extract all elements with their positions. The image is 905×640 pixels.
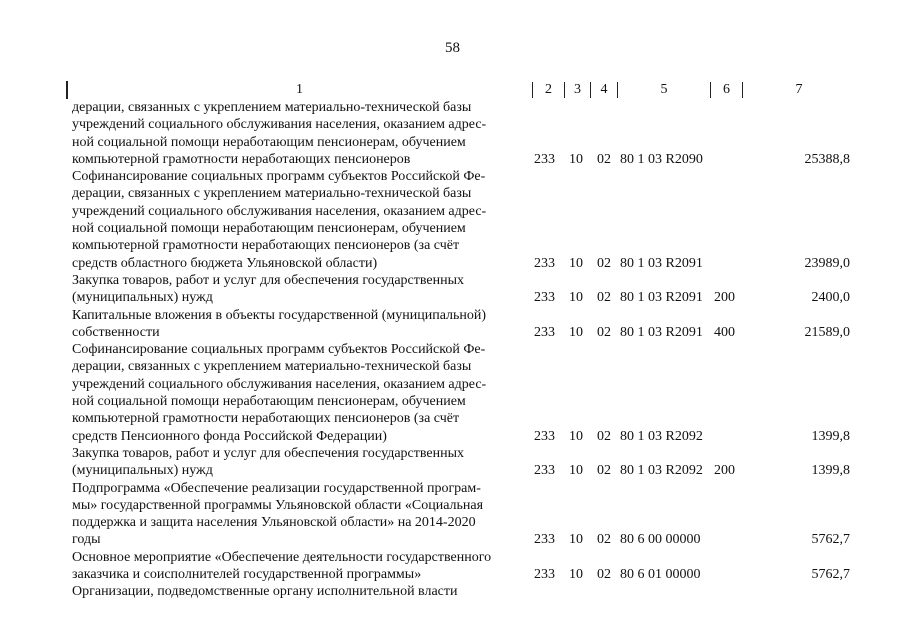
table-body: [66, 99, 856, 601]
row-description: [66, 480, 530, 549]
table-header: [66, 81, 803, 99]
description-line: ной социальной помощи неработающим пенсионерам, обучением: [72, 394, 466, 410]
header-col-2: 2: [532, 82, 564, 98]
col-7-amount: 1399,8: [811, 428, 850, 444]
table-row: [66, 549, 856, 584]
description-line: учреждений социального обслуживания населения, оказанием адрес-: [72, 203, 487, 219]
col-4-code: 02: [597, 463, 611, 479]
col-4-code: 02: [597, 290, 611, 306]
header-col-4: 4: [590, 82, 617, 98]
col-5-code: 80 1 03 R2091: [620, 290, 703, 306]
col-7-amount: 23989,0: [804, 255, 850, 271]
col-4-code: 02: [597, 567, 611, 583]
header-col-3: 3: [564, 82, 590, 98]
col-7-amount: 1399,8: [811, 463, 850, 479]
col-5-code: 80 1 03 R2090: [620, 151, 703, 167]
description-line: собственности: [72, 324, 160, 340]
table-row: [66, 168, 856, 272]
header-col-5: 5: [617, 82, 710, 98]
header-col-7: 7: [742, 82, 855, 98]
col-7-amount: 5762,7: [811, 532, 850, 548]
table-row: [66, 341, 856, 445]
table-row: [66, 272, 856, 307]
table-row: [66, 583, 856, 600]
col-3-code: 10: [569, 324, 583, 340]
description-line: Закупка товаров, работ и услуг для обеспечения государственных: [72, 272, 465, 288]
col-5-code: 80 1 03 R2091: [620, 255, 703, 271]
description-line: ной социальной помощи неработающим пенсионерам, обучением: [72, 134, 466, 150]
description-line: дерации, связанных с укреплением материально-технической базы: [72, 100, 472, 115]
description-line: компьютерной грамотности неработающих пенсионеров (за счёт: [72, 411, 460, 427]
col-3-code: 10: [569, 532, 583, 548]
col-4-code: 02: [597, 428, 611, 444]
description-line: Закупка товаров, работ и услуг для обеспечения государственных: [72, 445, 465, 461]
col-2-code: 233: [534, 567, 555, 583]
description-line: мы» государственной программы Ульяновской области «Социальная: [72, 497, 484, 513]
col-3-code: 10: [569, 463, 583, 479]
col-2-code: 233: [534, 532, 555, 548]
description-line: (муниципальных) нужд: [72, 290, 213, 306]
col-3-code: 10: [569, 290, 583, 306]
col-2-code: 233: [534, 255, 555, 271]
row-description: [66, 583, 530, 600]
table-row: [66, 445, 856, 480]
col-4-code: 02: [597, 324, 611, 340]
description-line: (муниципальных) нужд: [72, 463, 213, 479]
table-row: [66, 480, 856, 549]
col-6-code: 200: [714, 290, 735, 306]
col-2-code: 233: [534, 324, 555, 340]
header-col-6: 6: [710, 82, 742, 98]
col-2-code: 233: [534, 463, 555, 479]
col-6-code: 200: [714, 463, 735, 479]
col-3-code: 10: [569, 567, 583, 583]
col-3-code: 10: [569, 151, 583, 167]
col-5-code: 80 6 01 00000: [620, 567, 701, 583]
row-description: [66, 272, 530, 307]
col-7-amount: 25388,8: [804, 151, 850, 167]
col-7-amount: 5762,7: [811, 567, 850, 583]
description-line: учреждений социального обслуживания населения, оказанием адрес-: [72, 117, 487, 133]
description-line: поддержка и защита населения Ульяновской области» на 2014-2020: [72, 515, 476, 531]
col-4-code: 02: [597, 151, 611, 167]
description-line: ной социальной помощи неработающим пенсионерам, обучением: [72, 221, 466, 237]
col-5-code: 80 1 03 R2092: [620, 428, 703, 444]
col-6-code: 400: [714, 324, 735, 340]
col-4-code: 02: [597, 532, 611, 548]
description-line: средств областного бюджета Ульяновской области): [72, 255, 378, 271]
description-line: дерации, связанных с укреплением материально-технической базы: [72, 359, 472, 375]
col-5-code: 80 1 03 R2091: [620, 324, 703, 340]
table-row: [66, 307, 856, 342]
description-line: средств Пенсионного фонда Российской Федерации): [72, 428, 387, 444]
col-2-code: 233: [534, 151, 555, 167]
page-number: 58: [445, 40, 460, 56]
col-7-amount: 21589,0: [804, 324, 850, 340]
table-row: [66, 99, 856, 168]
col-4-code: 02: [597, 255, 611, 271]
description-line: Основное мероприятие «Обеспечение деятельности государственного: [72, 549, 492, 565]
description-line: годы: [72, 532, 101, 548]
row-description: [66, 341, 530, 445]
col-2-code: 233: [534, 428, 555, 444]
description-line: Капитальные вложения в объекты государственной (муниципальной): [72, 307, 487, 323]
col-3-code: 10: [569, 428, 583, 444]
row-description: [66, 99, 530, 168]
description-line: компьютерной грамотности неработающих пенсионеров: [72, 151, 411, 167]
description-line: Подпрограмма «Обеспечение реализации государственной програм-: [72, 480, 481, 496]
description-line: Софинансирование социальных программ субъектов Российской Фе-: [72, 169, 486, 185]
description-line: Организации, подведомственные органу исполнительной власти: [72, 584, 458, 600]
description-line: Софинансирование социальных программ субъектов Российской Фе-: [72, 342, 486, 358]
row-description: [66, 549, 530, 584]
description-line: компьютерной грамотности неработающих пенсионеров (за счёт: [72, 238, 460, 254]
description-line: учреждений социального обслуживания населения, оказанием адрес-: [72, 376, 487, 392]
col-7-amount: 2400,0: [811, 290, 850, 306]
row-description: [66, 168, 530, 272]
row-description: [66, 307, 530, 342]
description-line: заказчика и соисполнителей государственной программы»: [72, 567, 422, 583]
row-description: [66, 445, 530, 480]
col-5-code: 80 1 03 R2092: [620, 463, 703, 479]
col-2-code: 233: [534, 290, 555, 306]
header-col-1: 1: [296, 82, 303, 97]
col-5-code: 80 6 00 00000: [620, 532, 701, 548]
description-line: дерации, связанных с укреплением материально-технической базы: [72, 186, 472, 202]
col-3-code: 10: [569, 255, 583, 271]
